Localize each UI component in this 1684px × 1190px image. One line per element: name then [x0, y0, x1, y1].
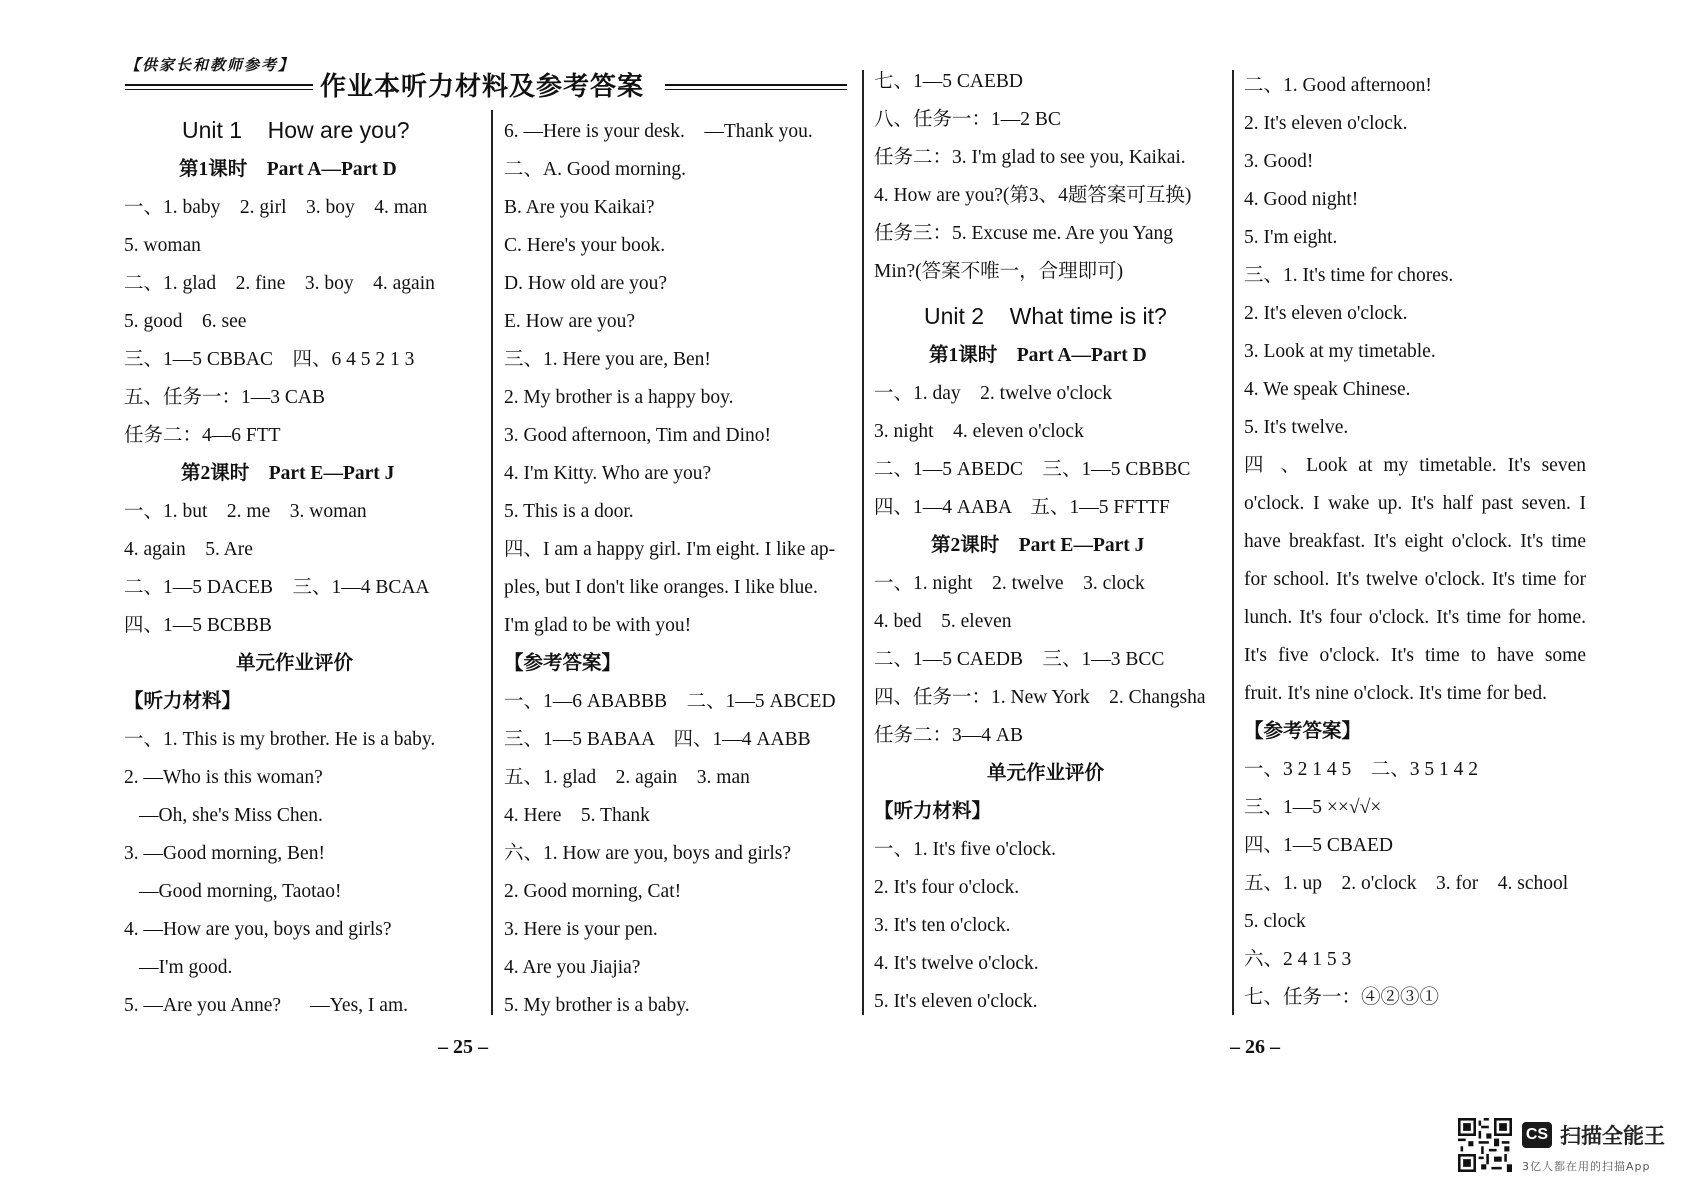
lesson-heading: 第2课时 Part E—Part J — [181, 463, 395, 484]
answer-line: 四、I am a happy girl. I'm eight. I like ap- — [504, 539, 836, 560]
answer-line: ples, but I don't like oranges. I like blue. — [504, 577, 818, 598]
passage-line: 四 、Look at my timetable. It's seven — [1244, 455, 1586, 476]
answer-line: 六、1. How are you, boys and girls? — [504, 843, 792, 864]
title-rule-left — [125, 84, 313, 90]
answer-line: Min?(答案不唯一，合理即可) — [874, 261, 1124, 282]
answer-line: 一、1. but 2. me 3. woman — [124, 501, 367, 522]
answer-line: 4. —How are you, boys and girls? — [124, 919, 392, 940]
answer-line: 5. clock — [1244, 911, 1306, 932]
answer-line: 任务三：5. Excuse me. Are you Yang — [874, 223, 1173, 244]
answer-line: 七、1—5 CAEBD — [874, 71, 1023, 92]
lesson-heading: 第1课时 Part A—Part D — [929, 345, 1147, 366]
answer-line: 一、1. This is my brother. He is a baby. — [124, 729, 436, 750]
answer-line: 3. Here is your pen. — [504, 919, 658, 940]
answer-line: 4. It's twelve o'clock. — [874, 953, 1039, 974]
answer-line: 二、1. glad 2. fine 3. boy 4. again — [124, 273, 435, 294]
answer-line: 5. It's twelve. — [1244, 417, 1349, 438]
passage-line: It's five o'clock. It's time to have some — [1244, 645, 1586, 666]
answer-line: 五、1. glad 2. again 3. man — [504, 767, 750, 788]
answer-line: 二、1—5 DACEB 三、1—4 BCAA — [124, 577, 430, 598]
answer-line: 4. Here 5. Thank — [504, 805, 650, 826]
answer-line: 4. again 5. Are — [124, 539, 253, 560]
answer-line: 3. —Good morning, Ben! — [124, 843, 325, 864]
answer-line: 一、1. baby 2. girl 3. boy 4. man — [124, 197, 428, 218]
camscanner-tagline: 3亿人都在用的扫描App — [1522, 1160, 1651, 1173]
camscanner-logo-icon: CS — [1522, 1122, 1552, 1148]
answer-line: 六、2 4 1 5 3 — [1244, 949, 1352, 970]
answer-line: 五、1. up 2. o'clock 3. for 4. school — [1244, 873, 1569, 894]
section-label: 【听力材料】 — [874, 801, 992, 822]
answer-line: 二、1—5 ABEDC 三、1—5 CBBBC — [874, 459, 1191, 480]
answer-line: 2. Good morning, Cat! — [504, 881, 682, 902]
passage-line: for school. It's twelve o'clock. It's time for — [1244, 569, 1586, 590]
section-label: 【参考答案】 — [1244, 721, 1362, 742]
answer-line: 2. It's eleven o'clock. — [1244, 303, 1408, 324]
section-heading: 单元作业评价 — [987, 763, 1105, 784]
answer-line: 一、1. It's five o'clock. — [874, 839, 1056, 860]
section-label: 【参考答案】 — [504, 653, 622, 674]
answer-line: 任务二：4—6 FTT — [124, 425, 281, 446]
answer-line: 四、1—4 AABA 五、1—5 FFTTF — [874, 497, 1170, 518]
camscanner-name: 扫描全能王 — [1560, 1124, 1665, 1148]
answer-line: 四、任务一：1. New York 2. Changsha — [874, 687, 1206, 708]
answer-line: —Oh, she's Miss Chen. — [139, 805, 323, 826]
unit-heading: Unit 1 How are you? — [182, 117, 410, 143]
answer-line: 八、任务一：1—2 BC — [874, 109, 1061, 130]
qr-code-icon — [1458, 1118, 1512, 1172]
column-divider-3 — [1232, 70, 1234, 1015]
answer-line: 二、1. Good afternoon! — [1244, 75, 1432, 96]
answer-line: 七、任务一：④②③① — [1244, 987, 1440, 1008]
answer-line: 三、1. Here you are, Ben! — [504, 349, 711, 370]
passage-line: o'clock. I wake up. It's half past seven. I — [1244, 493, 1586, 514]
answer-line: 一、1—6 ABABBB 二、1—5 ABCED — [504, 691, 836, 712]
answer-line: 3. night 4. eleven o'clock — [874, 421, 1084, 442]
section-label: 【听力材料】 — [124, 691, 242, 712]
answer-line: 4. How are you?(第3、4题答案可互换) — [874, 185, 1192, 206]
column-divider-1 — [491, 110, 493, 1015]
answer-line: 4. bed 5. eleven — [874, 611, 1012, 632]
answer-line: 四、1—5 CBAED — [1244, 835, 1393, 856]
answer-line: 6. —Here is your desk. —Thank you. — [504, 121, 813, 142]
page-number-right: – 26 – — [1230, 1036, 1280, 1058]
answer-line: 5. —Are you Anne? —Yes, I am. — [124, 995, 408, 1016]
answer-line: E. How are you? — [504, 311, 636, 332]
answer-line: 2. My brother is a happy boy. — [504, 387, 734, 408]
answer-line: 四、1—5 BCBBB — [124, 615, 272, 636]
answer-line: 3. It's ten o'clock. — [874, 915, 1011, 936]
answer-line: 一、1. day 2. twelve o'clock — [874, 383, 1112, 404]
column-divider-2 — [862, 70, 864, 1015]
answer-line: 一、1. night 2. twelve 3. clock — [874, 573, 1145, 594]
lesson-heading: 第2课时 Part E—Part J — [931, 535, 1145, 556]
answer-line: 4. Are you Jiajia? — [504, 957, 641, 978]
answer-line: 4. I'm Kitty. Who are you? — [504, 463, 712, 484]
answer-line: 5. I'm eight. — [1244, 227, 1338, 248]
answer-line: 二、1—5 CAEDB 三、1—3 BCC — [874, 649, 1165, 670]
page-title: 作业本听力材料及参考答案 — [320, 72, 645, 102]
lesson-heading: 第1课时 Part A—Part D — [179, 159, 397, 180]
answer-line: 4. Good night! — [1244, 189, 1359, 210]
passage-line: have breakfast. It's eight o'clock. It's time — [1244, 531, 1586, 552]
answer-line: 三、1. It's time for chores. — [1244, 265, 1454, 286]
answer-line: 三、1—5 BABAA 四、1—4 AABB — [504, 729, 811, 750]
answer-line: 2. It's four o'clock. — [874, 877, 1020, 898]
title-rule-right — [665, 84, 847, 90]
answer-line: 5. My brother is a baby. — [504, 995, 690, 1016]
answer-line: 5. woman — [124, 235, 201, 256]
answer-line: 三、1—5 CBBAC 四、6 4 5 2 1 3 — [124, 349, 415, 370]
answer-line: 三、1—5 ××√√× — [1244, 797, 1382, 818]
answer-line: 5. This is a door. — [504, 501, 634, 522]
answer-line: 2. It's eleven o'clock. — [1244, 113, 1408, 134]
section-heading: 单元作业评价 — [236, 653, 354, 674]
answer-line: D. How old are you? — [504, 273, 667, 294]
answer-line: 五、任务一：1—3 CAB — [124, 387, 325, 408]
unit-heading: Unit 2 What time is it? — [924, 303, 1167, 329]
answer-line: 2. —Who is this woman? — [124, 767, 323, 788]
answer-line: 3. Look at my timetable. — [1244, 341, 1436, 362]
answer-line: 4. We speak Chinese. — [1244, 379, 1411, 400]
answer-line: —Good morning, Taotao! — [139, 881, 342, 902]
answer-line: 一、3 2 1 4 5 二、3 5 1 4 2 — [1244, 759, 1479, 780]
passage-line: lunch. It's four o'clock. It's time for home. — [1244, 607, 1586, 628]
parent-teacher-note: 【供家长和教师参考】 — [125, 58, 296, 74]
answer-line: 3. Good! — [1244, 151, 1314, 172]
answer-line: 3. Good afternoon, Tim and Dino! — [504, 425, 772, 446]
answer-line: —I'm good. — [139, 957, 233, 978]
answer-line: 5. It's eleven o'clock. — [874, 991, 1038, 1012]
answer-line: I'm glad to be with you! — [504, 615, 692, 636]
answer-line: 二、A. Good morning. — [504, 159, 686, 180]
answer-line: 任务二：3—4 AB — [874, 725, 1023, 746]
page-number-left: – 25 – — [438, 1036, 488, 1058]
answer-line: 任务二：3. I'm glad to see you, Kaikai. — [874, 147, 1186, 168]
passage-line: fruit. It's nine o'clock. It's time for bed. — [1244, 683, 1547, 704]
answer-line: 5. good 6. see — [124, 311, 247, 332]
answer-line: B. Are you Kaikai? — [504, 197, 655, 218]
answer-line: C. Here's your book. — [504, 235, 666, 256]
